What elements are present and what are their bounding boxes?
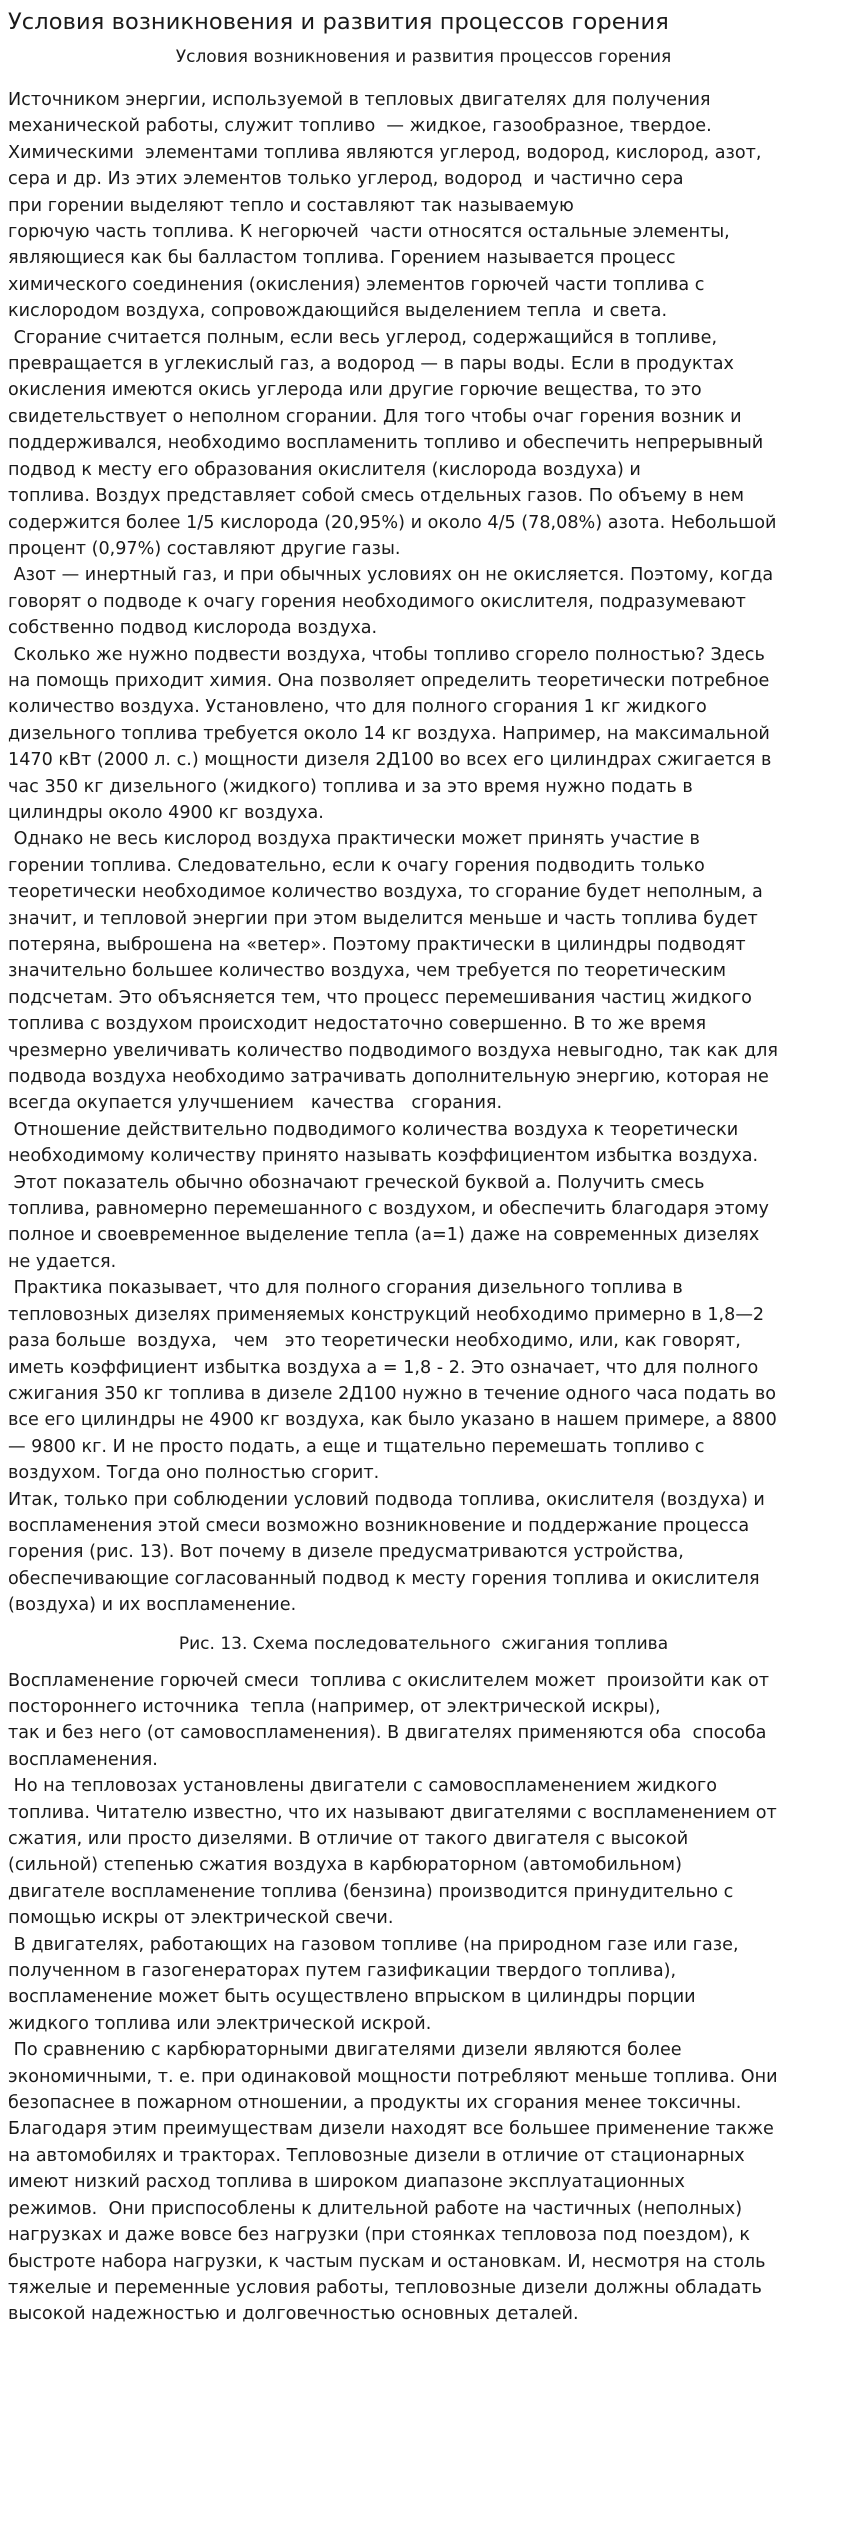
text-line: режимов. Они приспособлены к длительной работе на частичных (неполных) — [8, 2198, 743, 2219]
text-line: В двигателях, работающих на газовом топливе (на природном газе или газе, — [8, 1934, 739, 1955]
text-line: тяжелые и переменные условия работы, тепловозные дизели должны обладать — [8, 2277, 762, 2298]
text-line: дизельного топлива требуется около 14 кг воздуха. Например, на максимальной — [8, 723, 770, 744]
text-line: тепловозных дизелях применяемых конструкций необходимо примерно в 1,8—2 — [8, 1304, 765, 1325]
text-line: теоретически необходимое количество воздуха, то сгорание будет неполным, а — [8, 882, 763, 903]
text-line: содержится более 1/5 кислорода (20,95%) и около 4/5 (78,08%) азота. Небольшой — [8, 512, 777, 533]
text-line: полное и своевременное выделение тепла (а=1) даже на современных дизелях — [8, 1225, 760, 1246]
text-line: Итак, только при соблюдении условий подвода топлива, окислителя (воздуха) и — [8, 1489, 765, 1510]
text-line: помощью искры от электрической свечи. — [8, 1908, 394, 1929]
text-line: высокой надежностью и долговечностью основных деталей. — [8, 2304, 579, 2325]
text-line: все его цилиндры не 4900 кг воздуха, как было указано в нашем примере, а 8800 — [8, 1410, 777, 1431]
text-line: чрезмерно увеличивать количество подводимого воздуха невыгодно, так как для — [8, 1040, 779, 1061]
text-line: экономичными, т. е. при одинаковой мощности потребляют меньше топлива. Они — [8, 2066, 778, 2087]
text-line: воспламенения. — [8, 1749, 158, 1770]
text-line: Практика показывает, что для полного сгорания дизельного топлива в — [8, 1278, 683, 1299]
text-line: процент (0,97%) составляют другие газы. — [8, 538, 401, 559]
text-line: — 9800 кг. И не просто подать, а еще и тщательно перемешать топливо с — [8, 1436, 705, 1457]
text-line: сжатия, или просто дизелями. В отличие от такого двигателя с высокой — [8, 1829, 689, 1849]
text-line: Химическими элементами топлива являются углерод, водород, кислород, азот, — [8, 142, 762, 163]
article-title: Условия возникновения и развития процессов горения — [175, 47, 672, 67]
text-line: (воздуха) и их воспламенение. — [8, 1595, 297, 1616]
text-line: воспламенения этой смеси возможно возникновение и поддержание процесса — [8, 1515, 750, 1536]
text-line: Этот показатель обычно обозначают греческой буквой а. Получить смесь — [8, 1172, 705, 1193]
text-line: значительно большее количество воздуха, чем требуется по теоретическим — [8, 961, 727, 982]
text-line: постороннего источника тепла (например, от электрической искры), — [8, 1696, 661, 1717]
text-line: подвода воздуха необходимо затрачивать дополнительную энергию, которая не — [8, 1067, 769, 1088]
text-line: сжигания 350 кг топлива в дизеле 2Д100 нужно в течение одного часа подать во — [8, 1383, 776, 1404]
text-line: Благодаря этим преимуществам дизели находят все большее применение также — [8, 2119, 774, 2140]
text-line: горении топлива. Следовательно, если к очагу горения подводить только — [8, 855, 705, 876]
text-line: потеряна, выброшена на «ветер». Поэтому практически в цилиндры подводят — [8, 935, 746, 955]
page-title: Условия возникновения и развития процессов горения — [8, 9, 669, 35]
text-line: так и без него (от самовоспламенения). В двигателях применяются оба способа — [8, 1723, 767, 1744]
text-line: Азот — инертный газ, и при обычных условиях он не окисляется. Поэтому, когда — [8, 565, 774, 586]
text-line: нагрузках и даже вовсе без нагрузки (при стоянках тепловоза под поездом), к — [8, 2225, 750, 2246]
text-line: Источником энергии, используемой в тепловых двигателях для получения — [8, 90, 711, 110]
text-line: кислородом воздуха, сопровождающийся выделением тепла и света. — [8, 301, 668, 322]
article-body-part-2 — [8, 1668, 839, 2328]
text-line: безопаснее в пожарном отношении, а продукты их сгорания менее токсичны. — [8, 2093, 742, 2114]
text-line: превращается в углекислый газ, а водород — в пары воды. Если в продуктах — [8, 354, 734, 375]
text-line: топлива. Читателю известно, что их называют двигателями с воспламенением от — [8, 1802, 777, 1823]
text-line: всегда окупается улучшением качества сгорания. — [8, 1093, 503, 1114]
text-line: полученном в газогенераторах путем газификации твердого топлива), — [8, 1961, 677, 1982]
text-line: на помощь приходит химия. Она позволяет определить теоретически потребное — [8, 670, 770, 691]
text-line: (сильной) степенью сжатия воздуха в карбюраторном (автомобильном) — [8, 1855, 682, 1876]
text-line: топлива, равномерно перемешанного с воздухом, и обеспечить благодаря этому — [8, 1199, 769, 1220]
text-line: не удается. — [8, 1251, 117, 1272]
text-line: свидетельствует о неполном сгорании. Для того чтобы очаг горения возник и — [8, 406, 742, 427]
text-line: окисления имеются окись углерода или другие горючие вещества, то это — [8, 380, 702, 401]
text-line: химического соединения (окисления) элементов горючей части топлива с — [8, 274, 705, 295]
text-line: топлива с воздухом происходит недостаточно совершенно. В то же время — [8, 1014, 707, 1035]
text-line: Воспламенение горючей смеси топлива с окислителем может произойти как от — [8, 1670, 769, 1691]
text-line: Отношение действительно подводимого количества воздуха к теоретически — [8, 1119, 739, 1140]
text-line: на автомобилях и тракторах. Тепловозные дизели в отличие от стационарных — [8, 2145, 745, 2166]
text-line: количество воздуха. Установлено, что для полного сгорания 1 кг жидкого — [8, 697, 707, 718]
text-line: механической работы, служит топливо — жидкое, газообразное, твердое. — [8, 116, 712, 137]
text-line: Однако не весь кислород воздуха практически может принять участие в — [8, 829, 700, 850]
text-line: воздухом. Тогда оно полностью сгорит. — [8, 1463, 380, 1484]
text-line: 1470 кВт (2000 л. с.) мощности дизеля 2Д100 во всех его цилиндрах сжигается в — [8, 750, 772, 771]
text-line: собственно подвод кислорода воздуха. — [8, 618, 378, 639]
text-line: поддерживался, необходимо воспламенить топливо и обеспечить непрерывный — [8, 433, 764, 454]
text-line: подсчетам. Это объясняется тем, что процесс перемешивания частиц жидкого — [8, 987, 752, 1008]
text-line: Сколько же нужно подвести воздуха, чтобы топливо сгорело полностью? Здесь — [8, 644, 765, 665]
text-line: топлива. Воздух представляет собой смесь отдельных газов. По объему в нем — [8, 486, 745, 507]
text-line: обеспечивающие согласованный подвод к месту горения топлива и окислителя — [8, 1568, 760, 1589]
text-line: двигателе воспламенение топлива (бензина) производится принудительно с — [8, 1881, 734, 1902]
article-body-part-1 — [8, 87, 839, 1619]
text-line: говорят о подводе к очагу горения необходимого окислителя, подразумевают — [8, 591, 746, 612]
text-line: необходимому количеству принято называть коэффициентом избытка воздуха. — [8, 1146, 759, 1167]
figure-caption: Рис. 13. Схема последовательного сжигания топлива — [178, 1633, 669, 1654]
text-line: подвод к месту его образования окислителя (кислорода воздуха) и — [8, 459, 641, 480]
text-line: жидкого топлива или электрической искрой. — [8, 2013, 432, 2034]
text-line: значит, и тепловой энергии при этом выделится меньше и часть топлива будет — [8, 908, 758, 929]
text-line: горючую часть топлива. К негорючей части относятся остальные элементы, — [8, 222, 730, 243]
text-line: воспламенение может быть осуществлено впрыском в цилиндры порции — [8, 1987, 696, 2008]
text-line: раза больше воздуха, чем это теоретически необходимо, или, как говорят, — [8, 1331, 741, 1352]
text-line: являющиеся как бы балластом топлива. Горением называется процесс — [8, 248, 676, 269]
text-line: горения (рис. 13). Вот почему в дизеле предусматриваются устройства, — [8, 1542, 684, 1563]
text-line: имеют низкий расход топлива в широком диапазоне эксплуатационных — [8, 2172, 685, 2193]
text-line: Но на тепловозах установлены двигатели с самовоспламенением жидкого — [8, 1776, 718, 1797]
text-line: сера и др. Из этих элементов только углерод, водород и частично сера — [8, 169, 684, 190]
text-line: иметь коэффициент избытка воздуха а = 1,8 - 2. Это означает, что для полного — [8, 1357, 759, 1378]
text-line: при горении выделяют тепло и составляют так называемую — [8, 195, 574, 216]
text-line: час 350 кг дизельного (жидкого) топлива и за это время нужно подать в — [8, 776, 693, 797]
text-line: быстроте набора нагрузки, к частым пускам и остановкам. И, несмотря на столь — [8, 2251, 766, 2272]
text-line: Сгорание считается полным, если весь углерод, содержащийся в топливе, — [8, 327, 718, 348]
text-line: По сравнению с карбюраторными двигателями дизели являются более — [8, 2040, 682, 2061]
text-line: цилиндры около 4900 кг воздуха. — [8, 802, 324, 823]
